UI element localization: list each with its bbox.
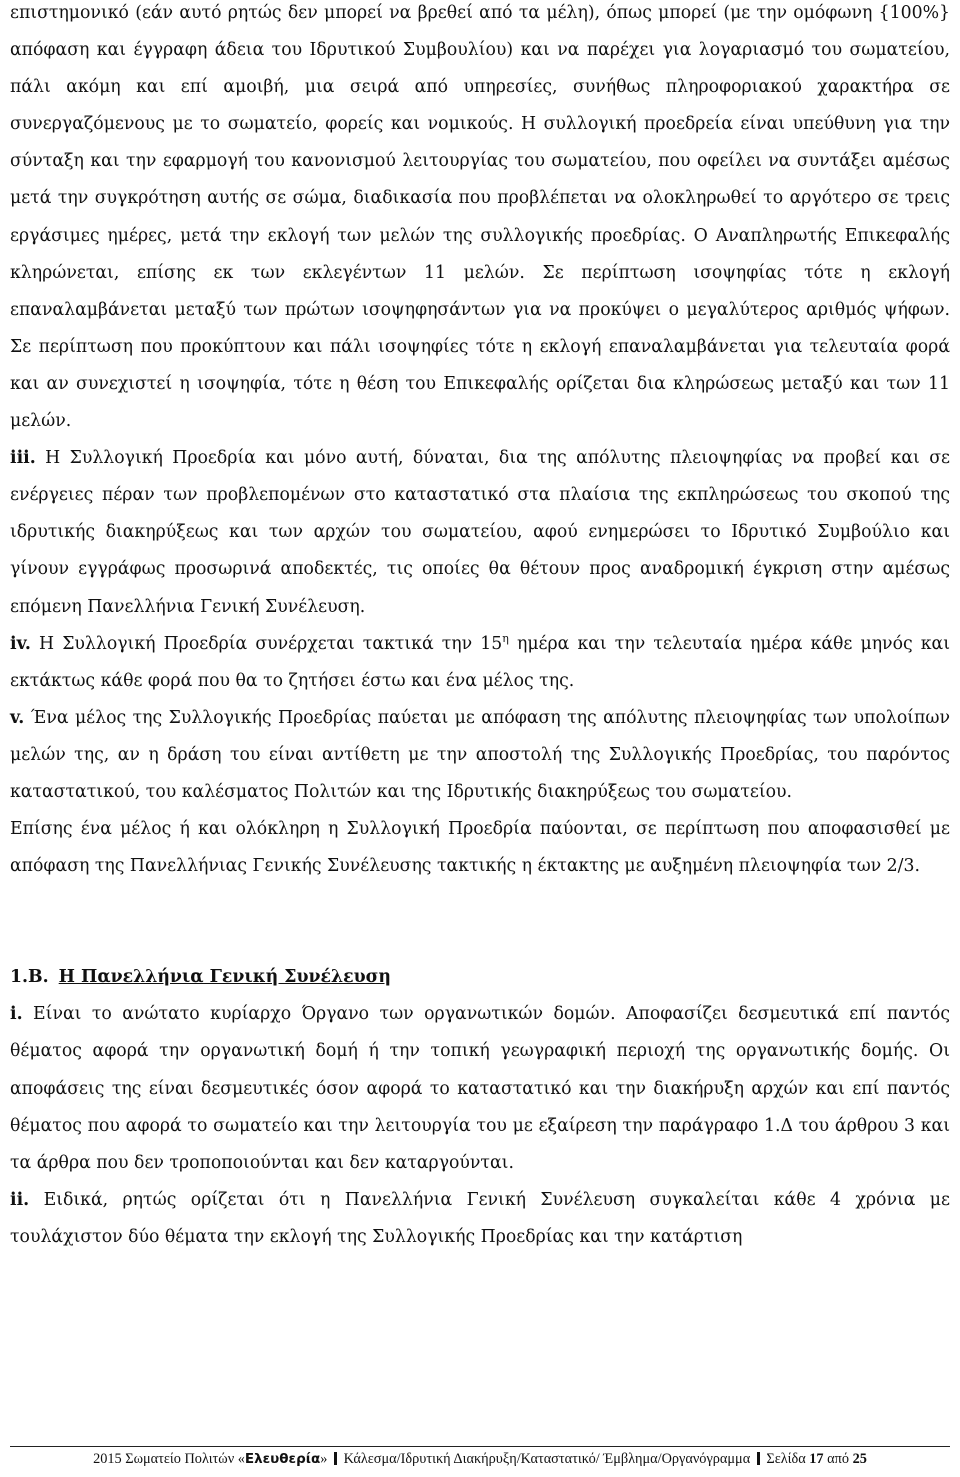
paragraph-dismissal: Επίσης ένα μέλος ή και ολόκληρη η Συλλογική Προεδρία παύονται, σε περίπτωση που αποφασισθεί με απόφαση της Πανελλήνιας Γενικής Συνέλευσης τακτικής η έκτακτης με αυξημένη πλειοψηφία των 2/3. bbox=[10, 819, 950, 877]
page-of: από bbox=[823, 1451, 853, 1467]
clause-i bbox=[10, 996, 950, 1181]
clause-text: Είναι το ανώτατο κυρίαρχο Όργανο των οργανωτικών δομών. Αποφασίζει δεσμευτικά επί παντός θέματος αφορά την οργανωτική δομή ή την τοπική γεωγραφική περιοχή της οργανωτικής δομής. Οι αποφάσεις της είναι δεσμευτικές όσον αφορά το καταστατικό και την διακήρυξη αρχών και επί παντός θέματος που αφορά το σωματείο και την λειτουργία του με εξαίρεση την παράγραφο 1.Δ του άρθρου 3 και τα άρθρα που δεν τροποποιούνται και δεν καταργούνται. bbox=[10, 1004, 950, 1173]
clause-text: Ειδικά, ρητώς ορίζεται ότι η Πανελλήνια Γενική Συνέλευση συγκαλείται κάθε 4 χρόνια με τουλάχιστον δύο θέματα την εκλογή της Συλλογικής Προεδρίας και την κατάρτιση bbox=[10, 1189, 950, 1247]
clause-iv bbox=[10, 626, 950, 700]
clause-text: Η Συλλογική Προεδρία και μόνο αυτή, δύναται, δια της απόλυτης πλειοψηφίας να προβεί και σε ενέργειες πέραν των προβλεπομένων στο καταστατικό στα πλαίσια της εκπληρώσεως του σκοπού της ιδρυτικής διακηρύξεως και των αρχών του σωματείου, αφού ενημερώσει το Ιδρυτικό Συμβούλιο και γίνουν εγγράφως προσωρινά αποδεκτές, τις οποίες θα θέτουν προς αναδρομική έγκριση στην αμέσως επόμενη Πανελλήνια Γενική Συνέλευση. bbox=[10, 448, 950, 617]
clause-number: iii. bbox=[10, 448, 36, 469]
clause-text-part-a: Η Συλλογική Προεδρία συνέρχεται τακτικά την 15 bbox=[39, 633, 503, 654]
page-current: 17 bbox=[809, 1451, 824, 1467]
clause-number: v. bbox=[10, 707, 25, 728]
section-title: Η Πανελλήνια Γενική Συνέλευση bbox=[58, 967, 391, 988]
clause-v bbox=[10, 700, 950, 811]
page-footer bbox=[0, 1451, 960, 1468]
footer-suffix: » bbox=[320, 1451, 332, 1467]
clause-text: Ένα μέλος της Συλλογικής Προεδρίας παύεται με απόφαση της απόλυτης πλειοψηφίας των υπολοίπων μελών της, αν η δράση του είναι αντίθετη με την αποστολή της Συλλογικής Προεδρίας, του παρόντος καταστατικού, του καλέσματος Πολιτών και της Ιδρυτικής διακηρύξεως του σωματείου. bbox=[10, 707, 951, 802]
page-label: Σελίδα bbox=[762, 1451, 810, 1467]
clause-number: ii. bbox=[10, 1189, 30, 1210]
clause-number: iv. bbox=[10, 633, 31, 654]
footer-path: Κάλεσμα/Ιδρυτική Διακήρυξη/Καταστατικό/ Έμβλημα/Οργανόγραμμα bbox=[340, 1451, 754, 1467]
separator-bar-icon bbox=[757, 1452, 760, 1465]
clause-ii bbox=[10, 1182, 950, 1256]
ordinal-superscript: η bbox=[502, 631, 509, 645]
clause-number: i. bbox=[10, 1004, 23, 1025]
clause-iii bbox=[10, 440, 950, 625]
clause-text-part-b: ημέρα και την τελευταία ημέρα κάθε μηνός και εκτάκτως κάθε φορά που θα το ζητήσει έστω και ένα μέλος της. bbox=[10, 633, 951, 691]
document-page bbox=[10, 0, 950, 1256]
section-spacer bbox=[10, 885, 950, 959]
page-total: 25 bbox=[852, 1451, 867, 1467]
footer-brand: Ελευθερία bbox=[244, 1451, 321, 1467]
footer-prefix: 2015 Σωματείο Πολιτών « bbox=[93, 1451, 245, 1467]
footer-divider bbox=[10, 1446, 950, 1447]
separator-bar-icon bbox=[334, 1452, 337, 1465]
section-number: 1.Β. bbox=[10, 967, 49, 988]
paragraph-board-duties: επιστημονικό (εάν αυτό ρητώς δεν μπορεί να βρεθεί από τα μέλη), όπως μπορεί (με την ομόφωνη {100%} απόφαση και έγγραφη άδεια του Ιδρυτικού Συμβουλίου) και να παρέχει για λογαριασμό του σωματείου, πάλι ακόμη και επί αμοιβή, μια σειρά από υπηρεσίες, συνήθως πληροφοριακού χαρακτήρα σε συνεργαζόμενους με το σωματείο, φορείς και νομικούς. Η συλλογική προεδρεία είναι υπεύθυνη για την σύνταξη και την εφαρμογή του κανονισμού λειτουργίας του σωματείου, που οφείλει να συντάξει αμέσως μετά την συγκρότηση αυτής σε σώμα, διαδικασία που προβλέπεται να ολοκληρωθεί το αργότερο σε τρεις εργάσιμες ημέρες, μετά την εκλογή των μελών της συλλογικής προεδρίας. Ο Αναπληρωτής Επικεφαλής κληρώνεται, επίσης εκ των εκλεγέντων 11 μελών. Σε περίπτωση ισοψηφίας τότε η εκλογή επαναλαμβάνεται μεταξύ των πρώτων ισοψηφησάντων για να προκύψει ο μεγαλύτερος αριθμός ψήφων. Σε περίπτωση που προκύπτουν και πάλι ισοψηφίες τότε η εκλογή επαναλαμβάνεται για τελευταία φορά και αν συνεχιστεί η ισοψηφία, τότε η θέση του Επικεφαλής ορίζεται δια κληρώσεως μεταξύ και των 11 μελών. bbox=[10, 3, 950, 432]
section-heading bbox=[10, 959, 950, 996]
